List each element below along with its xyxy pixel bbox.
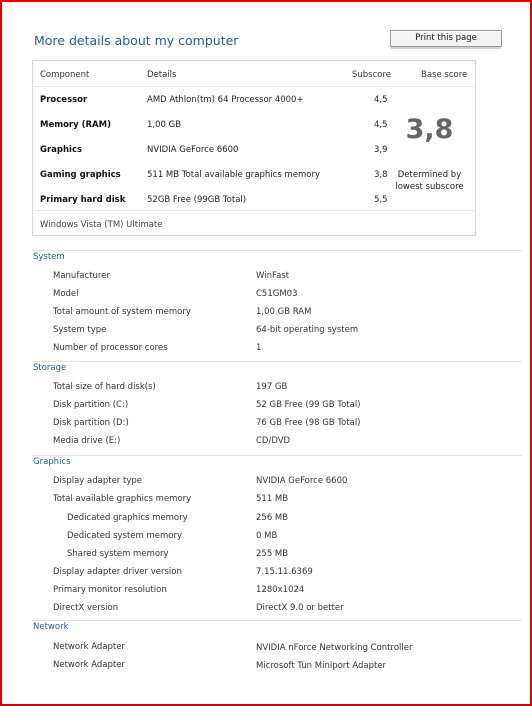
label-partition-c: Disk partition (C:) [53, 400, 129, 410]
section-divider-storage [32, 361, 522, 362]
label-network-adapter-1: Network Adapter [53, 642, 125, 652]
value-partition-c: 52 GB Free (99 GB Total) [256, 400, 361, 410]
label-processor-cores: Number of processor cores [53, 343, 168, 353]
details-memory: 1,00 GB [147, 120, 182, 130]
label-dedicated-system-memory: Dedicated system memory [67, 531, 183, 541]
value-total-memory: 1,00 GB RAM [256, 307, 312, 317]
value-dedicated-graphics-memory: 256 MB [256, 513, 289, 523]
os-edition: Windows Vista (TM) Ultimate [40, 220, 163, 230]
section-divider-network [32, 620, 522, 621]
subscore-primary-hard-disk: 5,5 [374, 195, 388, 205]
section-title-graphics: Graphics [33, 457, 71, 467]
value-dedicated-system-memory: 0 MB [256, 531, 278, 541]
value-display-adapter: NVIDIA GeForce 6600 [256, 476, 348, 486]
section-title-system: System [33, 252, 65, 262]
base-score-note [383, 169, 476, 193]
details-primary-hard-disk: 52GB Free (99GB Total) [147, 195, 247, 205]
subscore-gaming-graphics: 3,8 [374, 170, 388, 180]
section-divider-graphics [32, 455, 522, 456]
section-divider-system [32, 250, 522, 251]
section-title-storage: Storage [33, 363, 67, 373]
value-driver-version: 7.15.11.6369 [256, 567, 313, 577]
label-driver-version: Display adapter driver version [53, 567, 182, 577]
label-directx-version: DirectX version [53, 603, 119, 613]
component-primary-hard-disk: Primary hard disk [40, 195, 126, 205]
base-score-note-line1: Determined by [397, 170, 462, 180]
page-title: More details about my computer [34, 33, 239, 48]
subscore-graphics: 3,9 [374, 145, 388, 155]
value-monitor-resolution: 1280x1024 [256, 585, 305, 595]
label-model: Model [53, 289, 79, 299]
value-network-adapter-1: NVIDIA nForce Networking Controller [256, 643, 413, 653]
value-partition-d: 76 GB Free (98 GB Total) [256, 418, 361, 428]
label-network-adapter-2: Network Adapter [53, 660, 125, 670]
component-processor: Processor [40, 95, 88, 105]
component-graphics: Graphics [40, 145, 83, 155]
header-base-score: Base score [421, 70, 468, 80]
subscore-memory: 4,5 [374, 120, 388, 130]
label-monitor-resolution: Primary monitor resolution [53, 585, 167, 595]
value-total-graphics-memory: 511 MB [256, 494, 289, 504]
header-details: Details [147, 70, 177, 80]
label-media-drive: Media drive (E:) [53, 436, 121, 446]
label-total-graphics-memory: Total available graphics memory [53, 494, 192, 504]
label-total-memory: Total amount of system memory [53, 307, 191, 317]
value-model: C51GM03 [256, 289, 298, 299]
value-manufacturer: WinFast [256, 271, 290, 281]
value-system-type: 64-bit operating system [256, 325, 359, 335]
value-media-drive: CD/DVD [256, 436, 291, 446]
section-title-network: Network [33, 622, 69, 632]
label-manufacturer: Manufacturer [53, 271, 110, 281]
component-memory: Memory (RAM) [40, 120, 111, 130]
label-shared-system-memory: Shared system memory [67, 549, 169, 559]
value-processor-cores: 1 [256, 343, 262, 353]
details-gaming-graphics: 511 MB Total available graphics memory [147, 170, 320, 180]
value-shared-system-memory: 255 MB [256, 549, 289, 559]
table-footer-divider [32, 210, 476, 211]
label-dedicated-graphics-memory: Dedicated graphics memory [67, 513, 188, 523]
details-graphics: NVIDIA GeForce 6600 [147, 145, 239, 155]
label-system-type: System type [53, 325, 107, 335]
label-total-disk-size: Total size of hard disk(s) [53, 382, 156, 392]
base-score-value: 3,8 [405, 114, 454, 145]
value-total-disk-size: 197 GB [256, 382, 288, 392]
label-display-adapter: Display adapter type [53, 476, 142, 486]
header-subscore: Subscore [352, 70, 392, 80]
print-page-button[interactable]: Print this page [390, 30, 502, 47]
component-gaming-graphics: Gaming graphics [40, 170, 121, 180]
value-network-adapter-2: Microsoft Tun Miniport Adapter [256, 661, 387, 671]
header-component: Component [40, 70, 90, 80]
subscore-processor: 4,5 [374, 95, 388, 105]
base-score-note-line2: lowest subscore [395, 182, 464, 192]
details-processor: AMD Athlon(tm) 64 Processor 4000+ [147, 95, 304, 105]
label-partition-d: Disk partition (D:) [53, 418, 129, 428]
value-directx-version: DirectX 9.0 or better [256, 603, 344, 613]
table-header-divider [32, 86, 476, 87]
